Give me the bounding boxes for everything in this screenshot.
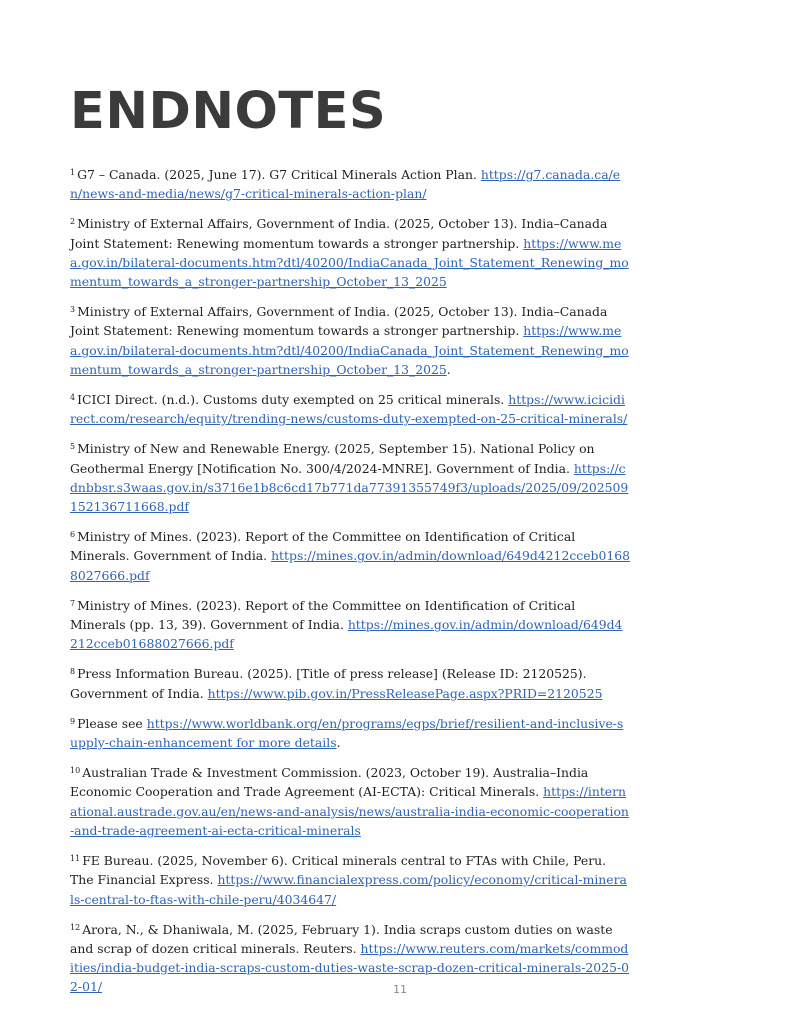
endnote-8	[70, 664, 630, 702]
endnote-link[interactable]: https://mines.gov.in/admin/download/649d4212cceb01688027666.pdf	[70, 617, 623, 652]
endnote-4	[70, 390, 630, 428]
endnote-number: 4	[70, 393, 76, 403]
page-title: ENDNOTES	[70, 82, 387, 141]
endnote-text: Arora, N., & Dhaniwala, M. (2025, February 1). India scraps custom duties on waste and scrap of dozen critical minerals. Reuters.	[70, 921, 613, 956]
endnote-11	[70, 851, 630, 909]
endnote-text: Please see	[77, 715, 147, 731]
endnote-trailing: .	[446, 361, 451, 377]
endnote-number: 1	[70, 168, 76, 177]
endnote-9	[70, 714, 630, 752]
endnote-text: G7 – Canada. (2025, June 17). G7 Critical Minerals Action Plan.	[77, 167, 481, 182]
endnote-1	[70, 165, 630, 203]
endnote-text: FE Bureau. (2025, November 6). Critical minerals central to FTAs with Chile, Peru. The Financial Express.	[70, 853, 607, 888]
endnote-text: Ministry of External Affairs, Government of India. (2025, October 13). India–Canada Joint Statement: Renewing momentum towards a stronger partnership.	[70, 304, 608, 339]
endnote-link[interactable]: https://international.austrade.gov.au/en/news-and-analysis/news/australia-india-economic-cooperation-and-trade-agreement-ai-ecta-critical-minerals	[70, 784, 629, 838]
endnote-link[interactable]: https://www.pib.gov.in/PressReleasePage.aspx?PRID=2120525	[207, 685, 603, 701]
endnote-link[interactable]: https://www.mea.gov.in/bilateral-documents.htm?dtl/40200/IndiaCanada_Joint_Statement_Renewing_momentum_towards_a_stronger-partnership_October_13_2025	[70, 323, 629, 377]
endnote-number: 11	[70, 854, 81, 864]
endnote-number: 3	[70, 305, 76, 315]
endnote-3	[70, 302, 630, 379]
endnote-number: 10	[70, 766, 81, 776]
endnote-link[interactable]: https://www.reuters.com/markets/commodities/india-budget-india-scraps-custom-duties-waste-scrap-dozen-critical-minerals-2025-02-01/	[70, 940, 630, 995]
endnote-7	[70, 596, 630, 654]
endnote-link[interactable]: https://www.icicidirect.com/research/equity/trending-news/customs-duty-exempted-on-25-critical-minerals/	[70, 392, 628, 427]
endnote-number: 12	[70, 922, 81, 932]
endnote-link[interactable]: https://mines.gov.in/admin/download/649d4212cceb01688027666.pdf	[70, 548, 631, 583]
endnote-number: 7	[70, 598, 76, 608]
endnote-text: Press Information Bureau. (2025). [Title of press release] (Release ID: 2120525). Government of India.	[70, 666, 587, 701]
endnote-text: Ministry of Mines. (2023). Report of the Committee on Identification of Critical Minerals (pp. 13, 39). Government of India.	[70, 597, 576, 633]
endnote-text: Ministry of External Affairs, Government of India. (2025, October 13). India–Canada Joint Statement: Renewing momentum towards a stronger partnership.	[70, 216, 608, 251]
endnote-number: 2	[70, 217, 76, 227]
endnote-6	[70, 527, 630, 585]
endnote-number: 8	[70, 667, 76, 677]
endnote-trailing: .	[336, 735, 341, 751]
endnote-number: 5	[70, 442, 76, 452]
endnote-link[interactable]: https://www.financialexpress.com/policy/economy/critical-minerals-central-to-ftas-with-chile-peru/4034647/	[70, 872, 627, 907]
endnote-number: 6	[70, 530, 76, 540]
endnote-link[interactable]: https://www.mea.gov.in/bilateral-documents.htm?dtl/40200/IndiaCanada_Joint_Statement_Renewing_momentum_towards_a_stronger-partnership_October_13_2025	[70, 235, 629, 290]
endnote-text: ICICI Direct. (n.d.). Customs duty exempted on 25 critical minerals.	[77, 392, 509, 408]
endnote-link[interactable]: https://cdnbbsr.s3waas.gov.in/s3716e1b8c6cd17b771da77391355749f3/uploads/2025/09/202509152136711668.pdf	[70, 460, 629, 515]
page-number: 11	[393, 983, 407, 996]
endnote-2	[70, 214, 630, 291]
endnote-number: 9	[70, 716, 76, 726]
endnote-text: Ministry of New and Renewable Energy. (2025, September 15). National Policy on Geothermal Energy [Notification No. 300/4/2024-MNRE]. Government of India.	[70, 441, 595, 476]
endnotes-list	[70, 165, 630, 1008]
endnote-10	[70, 763, 630, 840]
endnote-text: Ministry of Mines. (2023). Report of the Committee on Identification of Critical Minerals. Government of India.	[70, 529, 576, 564]
endnote-5	[70, 439, 630, 516]
endnote-link[interactable]: https://g7.canada.ca/en/news-and-media/news/g7-critical-minerals-action-plan/	[70, 167, 621, 202]
endnote-text: Australian Trade & Investment Commission. (2023, October 19). Australia–India Economic Cooperation and Trade Agreement (AI-ECTA): Critical Minerals.	[70, 765, 589, 800]
endnote-link[interactable]: https://www.worldbank.org/en/programs/egps/brief/resilient-and-inclusive-supply-chain-enhancement for more details	[70, 715, 624, 751]
